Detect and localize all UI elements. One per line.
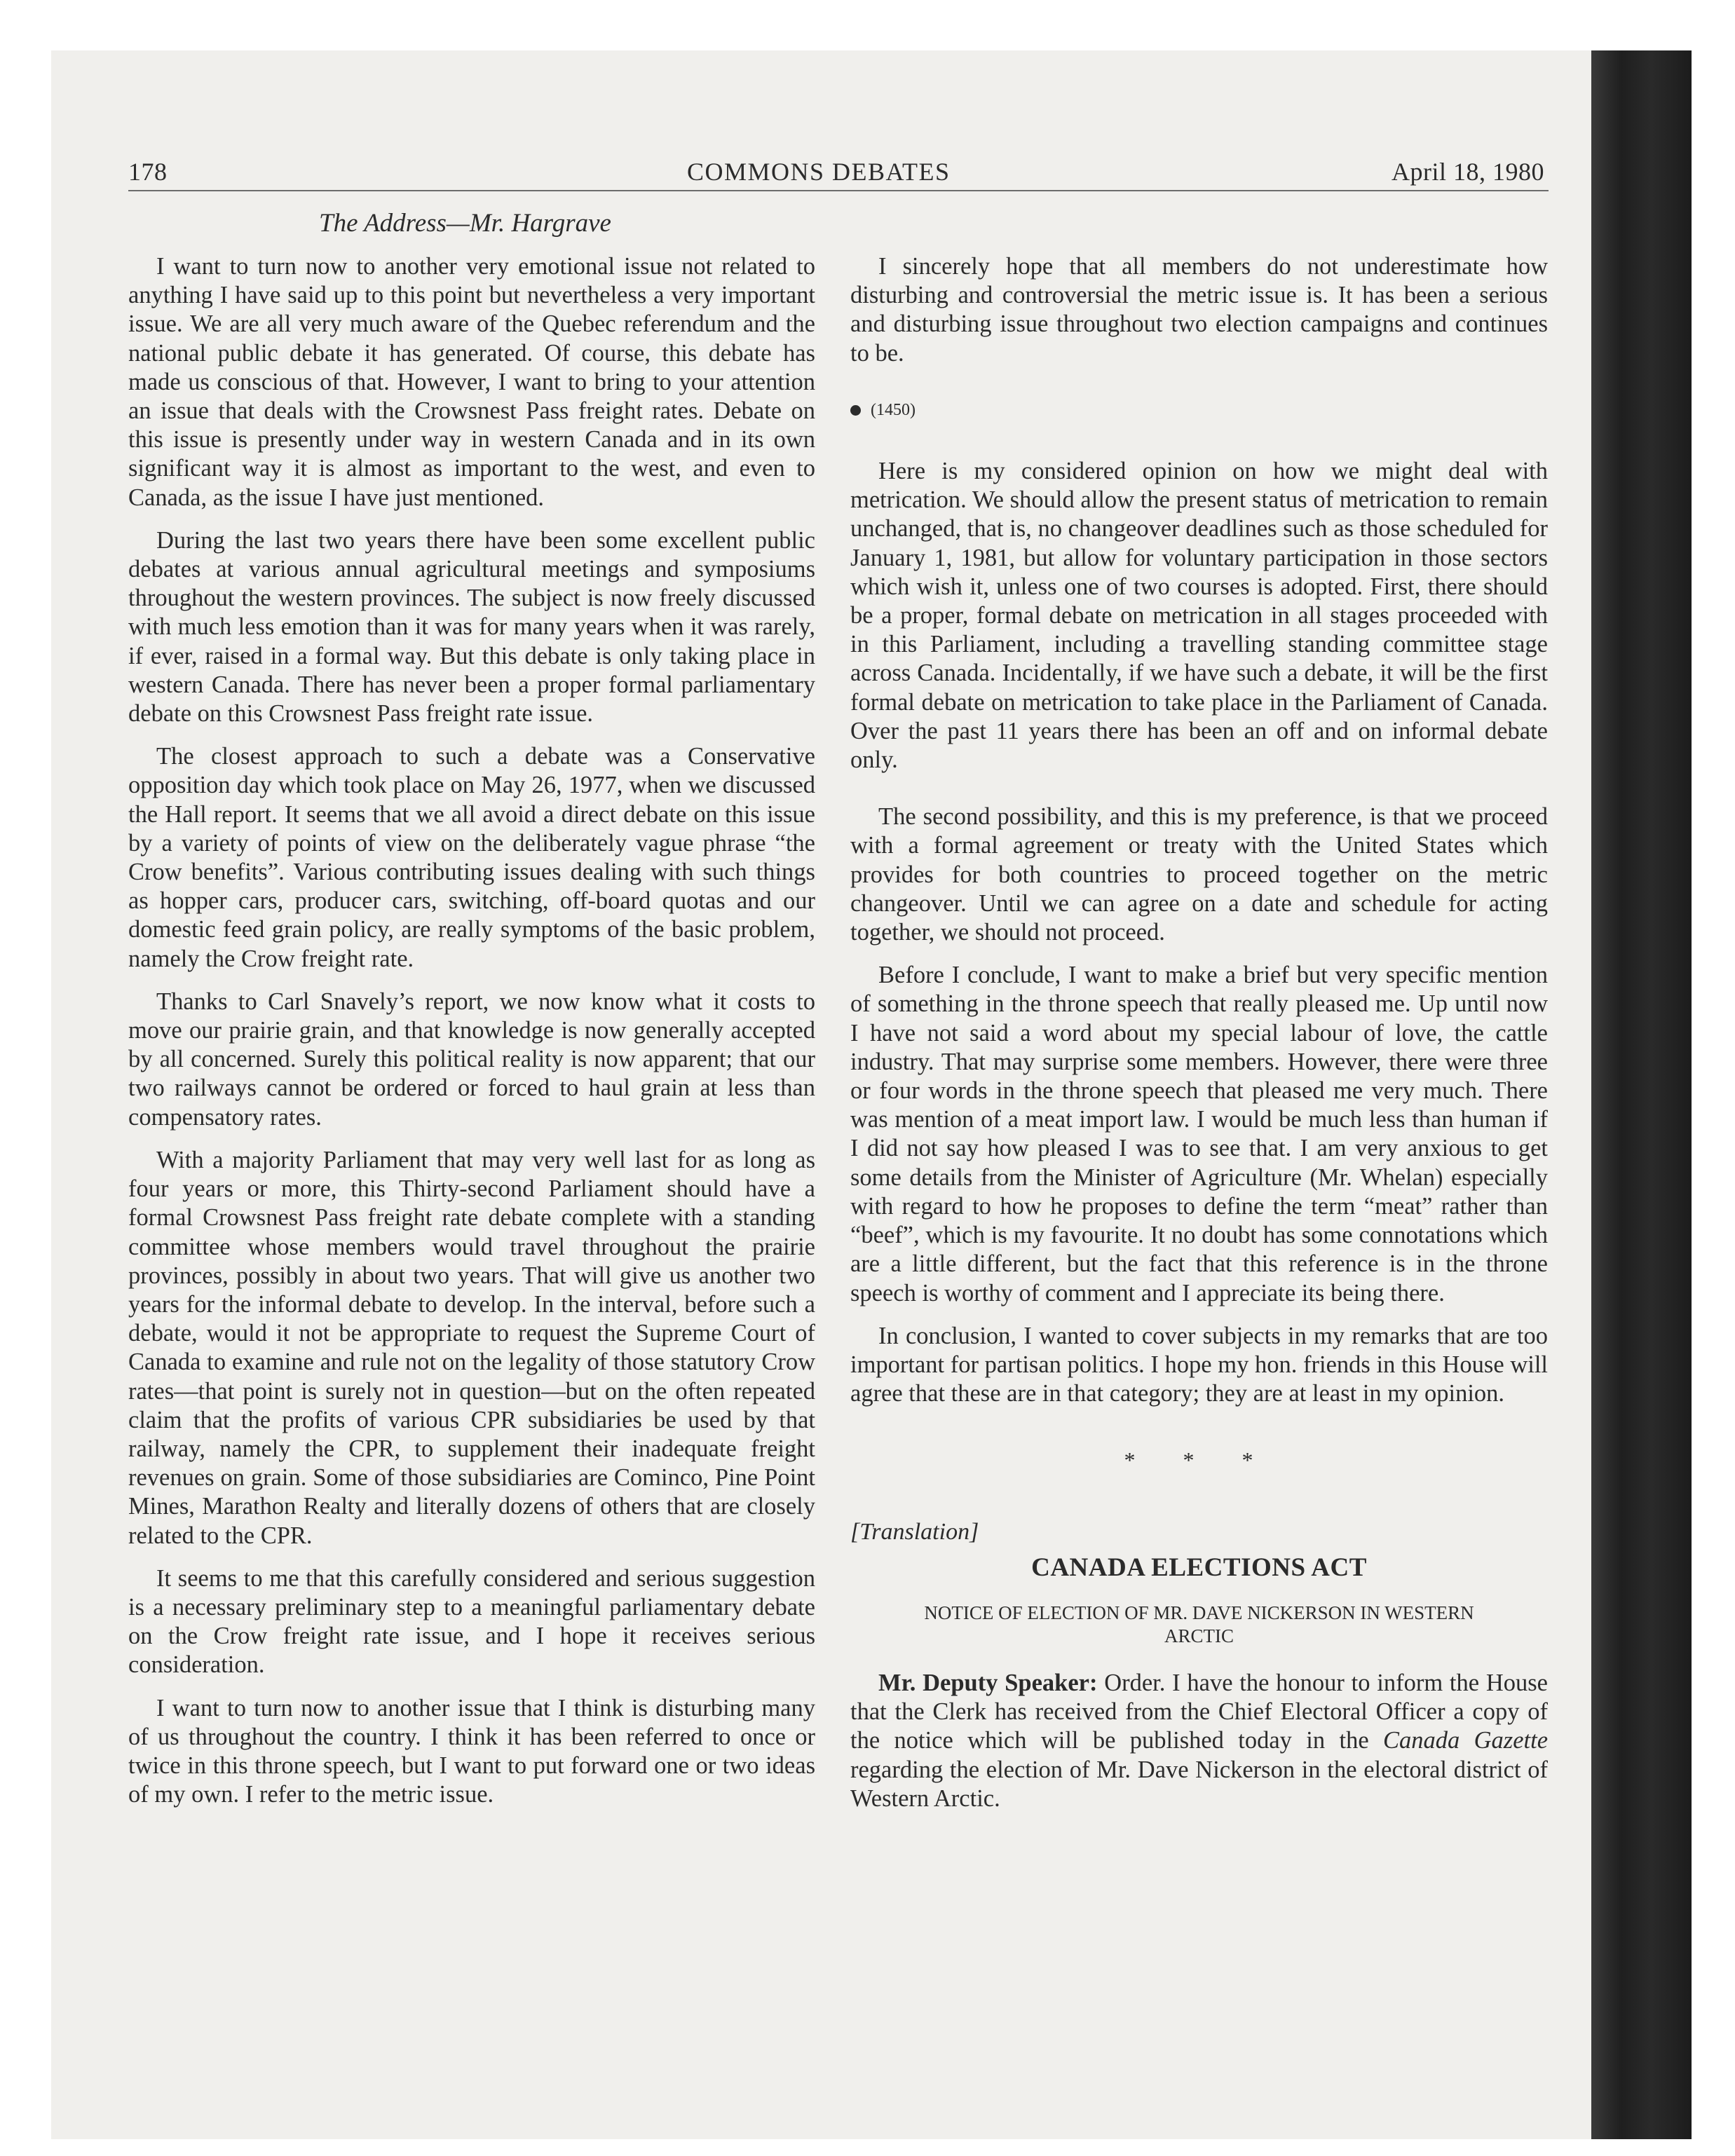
header-rule [128,190,1549,191]
paragraph: I sincerely hope that all members do not underestimate how disturbing and controversial the metric issue is. It has been a serious and disturbing issue throughout two election campaigns and continues to be. [850,253,1548,367]
left-column [128,252,815,1823]
paragraph: I want to turn now to another issue that I think is disturbing many of us throughout the country. I think it has been referred to once or twice in this throne speech, but I want to put forward one or two ideas of my own. I refer to the metric issue. [128,1694,815,1808]
translation-label: [Translation] [850,1518,979,1545]
speaker-text: Order. I have the honour to inform the House that the Clerk has received from the Chief Electoral Officer a copy of the notice which will be published today in the [850,1669,1548,1754]
running-head: COMMONS DEBATES [687,158,951,186]
paragraph: I want to turn now to another very emotional issue not related to anything I have said up to this point but nevertheless a very important issue. We are all very much aware of the Quebec referendum and the national public debate it has generated. Of course, this debate has made us conscious of that. However, I want to bring to your attention an issue that deals with the Crowsnest Pass freight rates. Debate on this issue is presently under way in western Canada and in its own significant way it is almost as important to the west, and even to Canada, as the issue I have just mentioned. [128,253,815,511]
time-marker-text: (1450) [871,400,916,419]
paragraph: The closest approach to such a debate was a Conservative opposition day which took place on May 26, 1977, when we discussed the Hall report. It seems that we all avoid a direct debate on this issue by a variety of points of view on the deliberately vague phrase “the Crow benefits”. Various contributing issues dealing with such things as hopper cars, producer cars, switching, off-board quotas and our domestic feed grain policy, are really symptoms of the basic problem, namely the Crow freight rate. [128,743,815,972]
paragraph: The second possibility, and this is my preference, is that we proceed with a formal agreement or treaty with the United States which provides for both countries to proceed together on the metric changeover. Until we can agree on a date and schedule for acting together, we should not proceed. [850,803,1548,946]
page-number: 178 [128,158,168,186]
speaker-name: Mr. Deputy Speaker: [878,1669,1098,1696]
scan-edge-shadow [1591,50,1692,2139]
time-marker [850,396,1548,425]
section-separator: * * * [1124,1447,1274,1473]
speaker-text: regarding the election of Mr. Dave Nickerson in the electoral district of Western Arctic. [850,1756,1548,1812]
right-column [850,252,1548,1827]
paragraph: Before I conclude, I want to make a brief but very specific mention of something in the throne speech that really pleased me. Up until now I have not said a word about my special labour of love, the cattle industry. That may surprise some members. However, there were three or four words in the throne speech that pleased me very much. There was mention of a meat import law. I would be much less than human if I did not say how pleased I was to see that. I am very anxious to get some details from the Minister of Agriculture (Mr. Whelan) especially with regard to how he proposes to define the term “meat” rather than “beef”, which is my favourite. It no doubt has some connotations which are a little different, but the fact that this reference is in the throne speech is worthy of comment and I appreciate its being there. [850,962,1548,1306]
paragraph: With a majority Parliament that may very well last for as long as four years or more, this Thirty-second Parliament should have a formal Crowsnest Pass freight rate debate complete with a standing committee whose members would travel throughout the prairie provinces, possibly in about two years. That will give us another two years for the informal debate to develop. In the interval, before such a debate, would it not be appropriate to request the Supreme Court of Canada to examine and rule not on the legality of those statutory Crow rates—that point is surely not in question—but on the often repeated claim that the profits of various CPR subsidiaries be used by that railway, namely the CPR, to supplement their inadequate freight revenues on grain. Some of those subsidiaries are Cominco, Pine Point Mines, Marathon Realty and literally dozens of others that are closely related to the CPR. [128,1146,815,1549]
header-date: April 18, 1980 [1392,158,1544,186]
act-title: CANADA ELECTIONS ACT [1031,1553,1367,1582]
paragraph: Here is my considered opinion on how we might deal with metrication. We should allow the present status of metrication to remain unchanged, that is, no changeover deadlines such as those scheduled for January 1, 1981, but allow for voluntary participation in those sectors which wish it, unless one of two courses is adopted. First, there should be a proper, formal debate on metrication in all stages proceeded with in this Parliament, including a travelling standing committee stage across Canada. Incidentally, if we have such a debate, it will be the first formal debate on metrication to take place in the Parliament of Canada. Over the past 11 years there has been an off and on informal debate only. [850,458,1548,774]
paragraph: During the last two years there have been some excellent public debates at various annual agricultural meetings and symposiums throughout the western provinces. The subject is now freely discussed with much less emotion than it was for many years when it was rarely, if ever, raised in a formal way. But this debate is only taking place in western Canada. There has never been a proper formal parliamentary debate on this Crowsnest Pass freight rate issue. [128,526,815,728]
paragraph: In conclusion, I wanted to cover subjects in my remarks that are too important for partisan politics. I hope my hon. friends in this House will agree that these are in that category; they are at least in my opinion. [850,1322,1548,1407]
paragraph: It seems to me that this carefully considered and serious suggestion is a necessary preliminary step to a meaningful parliamentary debate on the Crow freight rate issue, and I hope it receives serious consideration. [128,1564,815,1679]
bullet-icon [850,405,861,416]
gazette-title: Canada Gazette [1383,1727,1549,1754]
section-running-title: The Address—Mr. Hargrave [319,209,611,238]
speaker-paragraph [850,1669,1548,1813]
notice-heading: NOTICE OF ELECTION OF MR. DAVE NICKERSON IN WESTERN ARCTIC [924,1602,1474,1646]
paragraph: Thanks to Carl Snavely’s report, we now know what it costs to move our prairie grain, and that knowledge is now generally accepted by all concerned. Surely this political reality is now apparent; that our two railways cannot be ordered or forced to haul grain at less than compensatory rates. [128,988,815,1131]
